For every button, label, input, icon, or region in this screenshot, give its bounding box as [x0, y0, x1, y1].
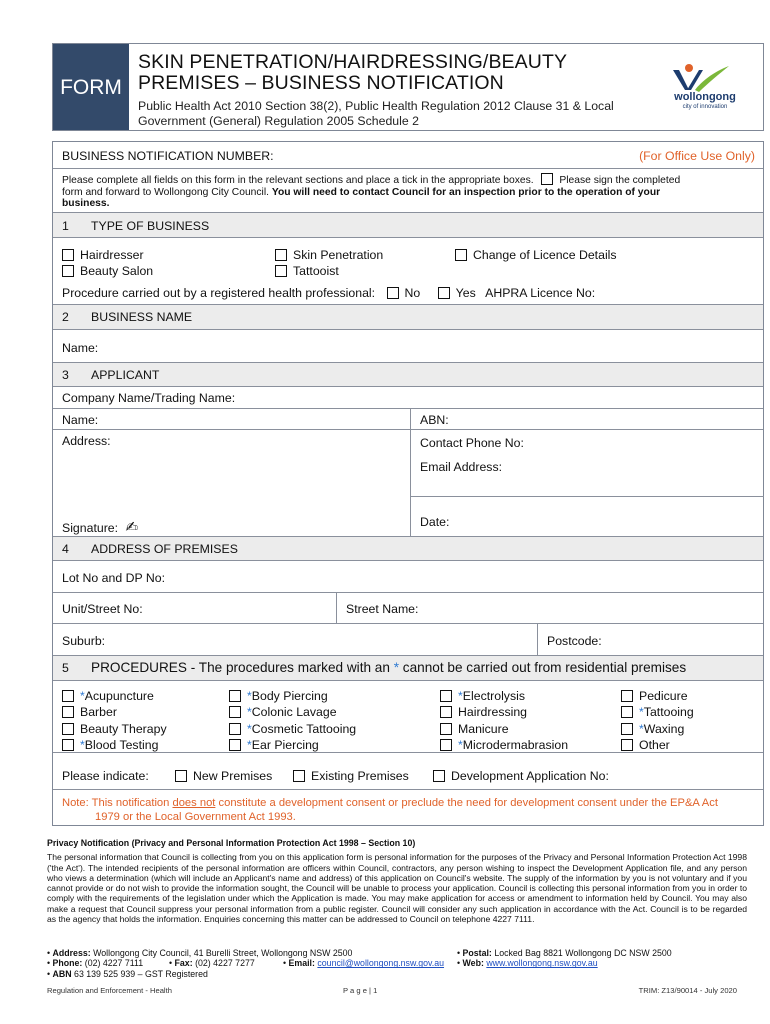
suburb-label[interactable]: Suburb: — [62, 634, 106, 648]
street-row — [53, 593, 763, 624]
proc-hairdressing[interactable] — [440, 705, 527, 719]
unit-street-label[interactable]: Unit/Street No: — [62, 602, 143, 616]
section-5-number: 5 — [62, 661, 69, 675]
proc-barber[interactable] — [62, 705, 117, 719]
business-name-field[interactable] — [53, 330, 763, 363]
instructions-bold2: business. — [62, 198, 110, 210]
electrolysis-label: Electrolysis — [462, 689, 525, 703]
footer-trim: TRIM: Z13/90014 - July 2020 — [638, 986, 737, 995]
star-marker: * — [458, 689, 463, 703]
beauty-salon-checkbox[interactable] — [62, 265, 74, 277]
proc-blood-testing[interactable] — [62, 738, 158, 752]
date-label[interactable]: Date: — [420, 515, 450, 529]
section-3-title: APPLICANT — [91, 368, 160, 382]
new-premises-option[interactable] — [175, 769, 272, 783]
acupuncture-label: Acupuncture — [84, 689, 154, 703]
proc-manicure[interactable] — [440, 722, 509, 736]
colonic-lavage-checkbox[interactable] — [229, 706, 241, 718]
manicure-checkbox[interactable] — [440, 723, 452, 735]
proc-tattooing[interactable] — [621, 705, 694, 719]
existing-premises-option[interactable] — [293, 769, 409, 783]
section-4-header — [53, 537, 763, 561]
hairdressing-checkbox[interactable] — [440, 706, 452, 718]
development-application-label: Development Application No: — [451, 769, 609, 783]
company-name-field[interactable] — [53, 387, 763, 409]
section-3-number: 3 — [62, 368, 69, 382]
section-5-star: * — [393, 660, 400, 675]
section-1-number: 1 — [62, 219, 69, 233]
note-underlined: does not — [172, 797, 216, 809]
development-application-option[interactable] — [433, 769, 609, 783]
option-hairdresser[interactable] — [62, 248, 144, 262]
ear-piercing-label: Ear Piercing — [251, 738, 319, 752]
barber-checkbox[interactable] — [62, 706, 74, 718]
procedure-no-label: No — [404, 286, 421, 300]
please-indicate-label: Please indicate: — [62, 769, 149, 783]
proc-body-piercing[interactable] — [229, 689, 328, 703]
wollongong-logo-icon — [667, 62, 737, 94]
postal-contact-value: Locked Bag 8821 Wollongong DC NSW 2500 — [494, 948, 672, 958]
section-5-header — [53, 656, 763, 681]
waxing-label: Waxing — [643, 722, 685, 736]
option-change-licence[interactable] — [455, 248, 617, 262]
electrolysis-checkbox[interactable] — [440, 690, 452, 702]
section-2-header — [53, 305, 763, 330]
cosmetic-tattooing-checkbox[interactable] — [229, 723, 241, 735]
proc-beauty-therapy[interactable] — [62, 722, 167, 736]
signature-pen-icon: ✍ — [125, 518, 139, 536]
web-link[interactable]: www.wollongong.nsw.gov.au — [486, 958, 598, 969]
council-logo — [643, 44, 763, 130]
logo-wordmark: wollongong — [674, 91, 736, 103]
subtitle-line2: Government (General) Regulation 2005 Schedule 2 — [138, 113, 419, 128]
skin-penetration-label: Skin Penetration — [293, 248, 384, 262]
signature-field[interactable] — [62, 518, 138, 536]
address-contact: • Address: Wollongong City Council, 41 Burelli Street, Wollongong NSW 2500 — [47, 948, 353, 958]
applicant-name-row — [53, 409, 763, 430]
skin-penetration-checkbox[interactable] — [275, 249, 287, 261]
office-use-label: (For Office Use Only) — [639, 149, 755, 163]
header-text — [129, 44, 643, 130]
proc-pedicure[interactable] — [621, 689, 688, 703]
star-marker: * — [247, 722, 252, 736]
privacy-title: Privacy Notification (Privacy and Personal Information Protection Act 1998 – Section 10) — [47, 838, 416, 848]
section-4-number: 4 — [62, 542, 69, 556]
proc-colonic-lavage[interactable] — [229, 705, 337, 719]
procedures-grid — [53, 681, 763, 753]
blood-testing-label: Blood Testing — [84, 738, 159, 752]
option-tattooist[interactable] — [275, 264, 339, 278]
fax-contact: • Fax: (02) 4227 7277 — [169, 958, 255, 969]
procedure-question: Procedure carried out by a registered health professional: — [62, 286, 376, 300]
change-licence-label: Change of Licence Details — [473, 248, 617, 262]
subtitle-line1: Public Health Act 2010 Section 38(2), Public Health Regulation 2012 Clause 31 & Local — [138, 99, 614, 113]
proc-other[interactable] — [621, 738, 670, 752]
address-label[interactable]: Address: — [62, 434, 111, 448]
manicure-label: Manicure — [458, 722, 509, 736]
instructions-part1: Please complete all fields on this form in the relevant sections and place a tick in the appropriate boxes. — [62, 175, 534, 186]
postcode-label: Postcode: — [547, 634, 602, 648]
email-link[interactable]: council@wollongong.nsw.gov.au — [317, 958, 445, 969]
tattooist-label: Tattooist — [293, 264, 339, 278]
address-contact-value: Wollongong City Council, 41 Burelli Street, Wollongong NSW 2500 — [93, 948, 353, 958]
proc-cosmetic-tattooing[interactable] — [229, 722, 356, 736]
proc-ear-piercing[interactable] — [229, 738, 319, 752]
note-prefix: Note: This notification — [62, 797, 170, 809]
beauty-therapy-label: Beauty Therapy — [80, 722, 167, 736]
change-licence-checkbox[interactable] — [455, 249, 467, 261]
street-name-field[interactable] — [336, 593, 763, 623]
existing-premises-label: Existing Premises — [311, 769, 409, 783]
procedure-yes-label: Yes — [455, 286, 476, 300]
section-5-title-b: cannot be carried out from residential premises — [402, 660, 687, 675]
suburb-row — [53, 624, 763, 656]
fax-contact-label: Fax: — [174, 958, 193, 969]
phone-contact: • Phone: (02) 4227 7111 — [47, 958, 144, 969]
proc-acupuncture[interactable] — [62, 689, 154, 703]
abn-contact-value: 63 139 525 939 – GST Registered — [74, 968, 208, 979]
beauty-salon-label: Beauty Salon — [80, 264, 154, 278]
abn-field[interactable] — [410, 409, 763, 429]
footer-page-number: P a g e | 1 — [343, 986, 378, 995]
development-application-checkbox[interactable] — [433, 770, 445, 782]
section-2-number: 2 — [62, 310, 69, 324]
contacts-line3 — [47, 969, 747, 979]
fax-contact-value: (02) 4227 7277 — [195, 958, 255, 969]
contact-column — [410, 430, 763, 536]
email-contact-label: Email: — [288, 958, 315, 969]
street-name-label: Street Name: — [346, 602, 419, 616]
abn-label: ABN: — [420, 413, 449, 427]
form-subtitle — [138, 99, 643, 128]
proc-waxing[interactable] — [621, 722, 684, 736]
new-premises-label: New Premises — [193, 769, 273, 783]
privacy-body: The personal information that Council is collecting from you on this application form is personal information for the purposes of the Privacy and Personal Information Protection Act 1998 ('the Act'). The intended recipients of the personal information are officers within Council, contractors, any person wishing to inspect the Development Application file, and any person who views a determination (which will include an Applicant's name and address) of this application on Council's website. The supply of the information by you is not voluntary and if you cannot provide or do not wish to provide the information sought, the Council will be unable to process your application. Council is collecting this personal information from you in order to comply with the requirements of the legislation under which the Application is made. You may make application for access or amendment to information held by Council. You may also make a request that Council suppress your personal information from a public register. Council will consider any such application in accordance with the Act. Council is to be regarded as the agency that holds the information. Enquiries concerning this matter can be addressed to Council on telephone 4227 7111. — [47, 852, 747, 925]
section-5-title — [91, 660, 686, 675]
microdermabrasion-checkbox[interactable] — [440, 739, 452, 751]
barber-label: Barber — [80, 705, 117, 719]
proc-microdermabrasion[interactable] — [440, 738, 568, 752]
contacts-line2 — [47, 958, 747, 968]
form-header — [52, 43, 764, 131]
abn-contact-label: ABN — [52, 968, 72, 979]
other-checkbox[interactable] — [621, 739, 633, 751]
applicant-name-label[interactable]: Name: — [62, 413, 99, 427]
instructions-text — [62, 173, 756, 210]
body-piercing-checkbox[interactable] — [229, 690, 241, 702]
form-tag: FORM — [53, 44, 129, 130]
other-label: Other — [639, 738, 670, 752]
instructions-part3: form and forward to Wollongong City Council. — [62, 186, 269, 198]
waxing-checkbox[interactable] — [621, 723, 633, 735]
abn-contact: • ABN 63 139 525 939 – GST Registered — [47, 968, 208, 979]
web-contact-label: Web: — [462, 958, 484, 969]
email-address-label[interactable]: Email Address: — [420, 460, 503, 474]
pedicure-label: Pedicure — [639, 689, 688, 703]
note-row — [53, 790, 763, 825]
section-5-title-a: PROCEDURES - The procedures marked with an — [91, 660, 390, 675]
body-piercing-label: Body Piercing — [251, 689, 328, 703]
signature-label: Signature: — [62, 521, 119, 535]
hairdresser-checkbox[interactable] — [62, 249, 74, 261]
star-marker: * — [247, 738, 252, 752]
footer-department: Regulation and Enforcement - Health — [47, 986, 172, 995]
notification-number-row — [53, 142, 763, 169]
phone-contact-label: Phone: — [52, 958, 83, 969]
colonic-lavage-label: Colonic Lavage — [251, 705, 337, 719]
form-title-line1: SKIN PENETRATION/HAIRDRESSING/BEAUTY — [138, 51, 568, 73]
notification-form — [52, 141, 764, 826]
tattooing-label: Tattooing — [643, 705, 694, 719]
signed-checkbox[interactable] — [541, 173, 553, 185]
section-1-header — [53, 213, 763, 238]
lot-dp-field[interactable] — [53, 561, 763, 593]
note-rest2: 1979 or the Local Government Act 1993. — [95, 810, 296, 823]
postal-contact-label: Postal: — [462, 948, 492, 958]
applicant-address-row — [53, 430, 763, 537]
notification-number-label: BUSINESS NOTIFICATION NUMBER: — [62, 149, 274, 163]
tattooist-checkbox[interactable] — [275, 265, 287, 277]
procedure-no-checkbox[interactable] — [387, 287, 399, 299]
lot-dp-label: Lot No and DP No: — [62, 571, 165, 585]
star-marker: * — [247, 705, 252, 719]
contact-phone-label[interactable]: Contact Phone No: — [420, 436, 524, 450]
microdermabrasion-label: Microdermabrasion — [462, 738, 569, 752]
existing-premises-checkbox[interactable] — [293, 770, 305, 782]
premises-indicate-row — [53, 753, 763, 790]
star-marker: * — [80, 738, 85, 752]
star-marker: * — [80, 689, 85, 703]
star-marker: * — [247, 689, 252, 703]
email-contact: • Email: council@wollongong.nsw.gov.au — [283, 958, 445, 969]
address-contact-label: Address: — [52, 948, 91, 958]
postal-contact: • Postal: Locked Bag 8821 Wollongong DC NSW 2500 — [457, 948, 672, 958]
note-rest1: constitute a development consent or preclude the need for development consent under the EP&A Act — [218, 797, 718, 809]
date-divider — [411, 496, 764, 497]
section-3-header — [53, 363, 763, 387]
section-1-title: TYPE OF BUSINESS — [91, 219, 210, 233]
company-name-label: Company Name/Trading Name: — [62, 391, 236, 405]
note-text — [62, 797, 758, 824]
ahpra-licence-label: AHPRA Licence No: — [485, 286, 596, 300]
hairdressing-label: Hairdressing — [458, 705, 528, 719]
section-4-title: ADDRESS OF PREMISES — [91, 542, 238, 556]
beauty-therapy-checkbox[interactable] — [62, 723, 74, 735]
option-skin-penetration[interactable] — [275, 248, 383, 262]
procedure-yes-checkbox[interactable] — [438, 287, 450, 299]
section-2-title: BUSINESS NAME — [91, 310, 193, 324]
star-marker: * — [639, 705, 644, 719]
tattooing-checkbox[interactable] — [621, 706, 633, 718]
option-beauty-salon[interactable] — [62, 264, 153, 278]
star-marker: * — [639, 722, 644, 736]
instructions-part2: Please sign the completed — [559, 175, 681, 186]
council-contacts — [47, 948, 747, 979]
hairdresser-label: Hairdresser — [80, 248, 144, 262]
instructions-row — [53, 169, 763, 213]
section-1-body — [53, 238, 763, 305]
ear-piercing-checkbox[interactable] — [229, 739, 241, 751]
pedicure-checkbox[interactable] — [621, 690, 633, 702]
phone-contact-value: (02) 4227 7111 — [84, 958, 144, 969]
acupuncture-checkbox[interactable] — [62, 690, 74, 702]
form-title-line2: PREMISES – BUSINESS NOTIFICATION — [138, 72, 504, 94]
proc-electrolysis[interactable] — [440, 689, 525, 703]
instructions-bold1: You will need to contact Council for an inspection prior to the operation of your — [271, 186, 661, 198]
cosmetic-tattooing-label: Cosmetic Tattooing — [251, 722, 357, 736]
privacy-notification — [47, 838, 747, 924]
logo-tagline: city of innovation — [682, 104, 728, 110]
star-marker: * — [458, 738, 463, 752]
web-contact: • Web: www.wollongong.nsw.gov.au — [457, 958, 598, 969]
procedure-question-row — [62, 286, 595, 300]
new-premises-checkbox[interactable] — [175, 770, 187, 782]
blood-testing-checkbox[interactable] — [62, 739, 74, 751]
postcode-field[interactable] — [537, 624, 763, 655]
contacts-line1 — [47, 948, 747, 958]
business-name-label: Name: — [62, 341, 99, 355]
